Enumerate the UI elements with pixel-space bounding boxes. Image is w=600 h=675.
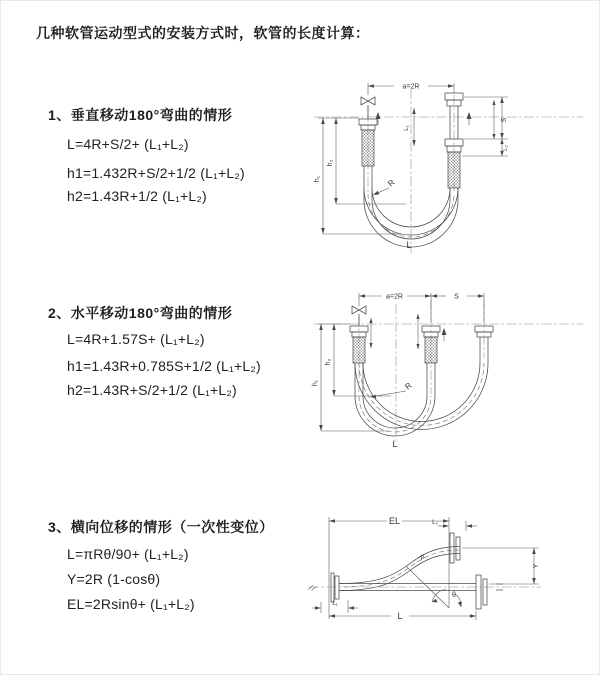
dim-a2r-label: a=2R (402, 83, 420, 91)
hose-u-bend-position1 (355, 363, 435, 436)
dim-l (329, 611, 476, 621)
hose-centerline (359, 363, 484, 426)
radius-callout (370, 381, 414, 399)
dim-h2-label: h₂ (327, 159, 334, 167)
valve-icon (361, 97, 375, 119)
dim-l2 (432, 520, 477, 531)
radius-label: R (386, 177, 397, 189)
braided-hose-section (362, 130, 374, 166)
hose-centerline (339, 550, 460, 587)
left-pipe (359, 119, 377, 200)
length-label: L (392, 439, 398, 449)
dim-s-label: S (454, 293, 459, 301)
dim-y-label: Y (533, 563, 540, 569)
dim-el (329, 516, 449, 619)
diagram-lateral-displacement (299, 499, 599, 649)
hose-centerline (359, 396, 431, 432)
dim-a2r (359, 293, 484, 322)
diagram-vertical-180 (306, 67, 591, 267)
diagram-horizontal-180 (306, 284, 591, 464)
left-pipe (350, 326, 368, 363)
dim-l2-label: L₂ (503, 145, 509, 151)
section2-formula-h2: h2=1.43R+S/2+1/2 (L₁+L₂) (67, 382, 237, 398)
dim-l1-label: L₁ (404, 125, 410, 131)
section2-formula-l: L=4R+1.57S+ (L₁+L₂) (67, 331, 205, 347)
dim-h1 (314, 118, 401, 234)
hose-s-curve (339, 547, 460, 591)
length-label: L (406, 240, 412, 250)
braided-hose-section (425, 337, 437, 363)
page-title: 几种软管运动型式的安装方式时，软管的长度计算： (36, 25, 370, 41)
centerline-break-mark (308, 586, 317, 591)
radius-callout (373, 178, 397, 195)
dim-l2 (500, 139, 509, 156)
dim-el-label: EL (388, 516, 401, 526)
section1-formula-h1: h1=1.432R+S/2+1/2 (L₁+L₂) (67, 165, 245, 181)
dim-l2-label: L₂ (432, 520, 438, 526)
section3-formula-el: EL=2Rsinθ+ (L₁+L₂) (67, 596, 195, 612)
dim-l-label: L (397, 611, 403, 621)
hose-original-position (308, 584, 541, 591)
section3-heading: 3、横向位移的情形（一次性变位） (48, 519, 274, 535)
section1-heading: 1、垂直移动180°弯曲的情形 (48, 107, 233, 123)
angle-callout (432, 589, 462, 607)
section3-formula-y: Y=2R (1-cosθ) (67, 571, 161, 587)
section1-formula-l: L=4R+S/2+ (L₁+L₂) (67, 136, 189, 152)
dim-a2r-label: a=2R (386, 293, 403, 301)
dim-l1 (404, 108, 416, 146)
dim-h1-label: h₁ (312, 379, 319, 387)
valve-icon (352, 306, 366, 326)
dim-h2-label: h₂ (325, 358, 332, 366)
radius-label: R (403, 380, 414, 392)
angle-theta-label: θ (452, 592, 456, 599)
braided-hose-section (353, 337, 365, 363)
braided-hose-section (448, 152, 460, 188)
dim-s-label: S (501, 117, 508, 123)
section2-heading: 2、水平移动180°弯曲的情形 (48, 305, 233, 321)
dim-l1-label: L₁ (332, 601, 338, 607)
radius-label: R (416, 553, 426, 563)
section1-formula-h2: h2=1.43R+1/2 (L₁+L₂) (67, 188, 207, 204)
dim-h1 (312, 324, 389, 431)
dim-y (462, 548, 540, 584)
movement-arrows (376, 112, 472, 125)
original-end-flange (476, 575, 487, 609)
section2-formula-h1: h1=1.43R+0.785S+1/2 (L₁+L₂) (67, 358, 261, 374)
dim-s (462, 97, 508, 156)
moved-end-flange (450, 533, 460, 563)
fixed-end-flange (331, 573, 339, 602)
dim-h1-label: h₁ (314, 175, 321, 183)
dim-l1 (312, 600, 358, 613)
section3-formula-l: L=πRθ/90+ (L₁+L₂) (67, 546, 189, 562)
dim-s (431, 294, 484, 301)
